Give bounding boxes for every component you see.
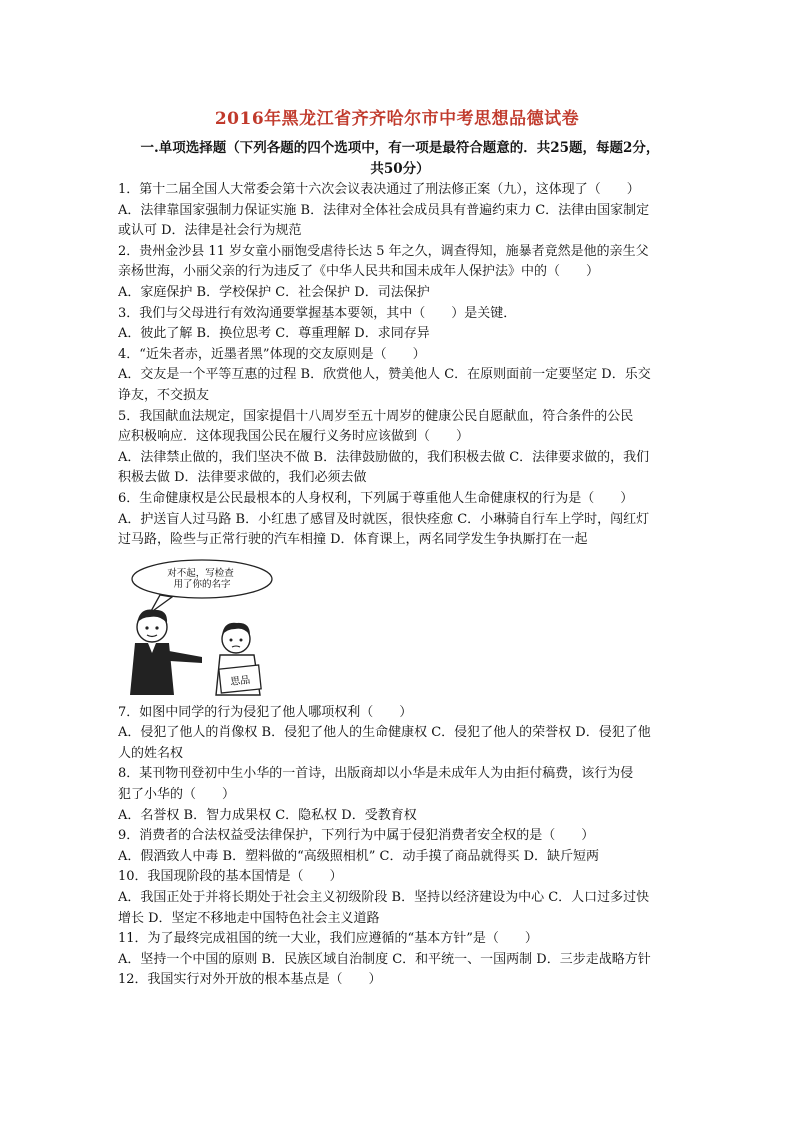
text-line-b-14: 12．我国实行对外开放的根本基点是（ ） (118, 972, 382, 988)
boy-left (130, 609, 202, 694)
text-line-b-11: 增长 D．坚定不移地走中国特色社会主义道路 (118, 910, 380, 926)
text-line-a-5: 亲杨世海，小丽父亲的行为违反了《中华人民共和国未成年人保护法》中的（ ） (118, 264, 600, 280)
text-line-a-9: 4．“近朱者赤，近墨者黑”体现的交友原则是（ ） (118, 346, 426, 362)
text-line-b-12: 11．为了最终完成祖国的统一大业，我们应遵循的“基本方针”是（ ） (118, 931, 538, 947)
text-line-b-7: 9．消费者的合法权益受法律保护，下列行为中属于侵犯消费者安全权的是（ ） (118, 828, 595, 844)
text-line-a-15: 积极去做 D．法律要求做的，我们必须去做 (118, 470, 367, 486)
text-line-a-7: 3．我们与父母进行有效沟通要掌握基本要领，其中（ ）是关键． (118, 305, 517, 321)
text-line-a-18: 过马路，险些与正常行驶的汽车相撞 D．体育课上，两名同学发生争执厮打在一起 (118, 532, 588, 548)
text-line-b-8: A．假酒致人中毒 B．塑料做的“高级照相机” C．动手摸了商品就得买 D．缺斤短两 (118, 848, 600, 864)
text-line-a-8: A．彼此了解 B．换位思考 C．尊重理解 D．求同存异 (118, 326, 430, 342)
text-line-b-6: A．名誉权 B．智力成果权 C．隐私权 D．受教育权 (118, 807, 417, 823)
boy-right (216, 622, 261, 694)
text-line-b-9: 10．我国现阶段的基本国情是（ ） (118, 869, 343, 885)
question-body (118, 180, 678, 991)
section-heading-line-2: 共50分） (370, 161, 430, 177)
speech-text (167, 567, 237, 590)
text-line-b-13: A．坚持一个中国的原则 B．民族区域自治制度 C．和平统一、一国两制 D．三步走战略方针 (118, 951, 651, 967)
text-line-a-11: 诤友，不交损友 (118, 387, 210, 403)
text-line-a-3: 或认可 D．法律是社会行为规范 (118, 223, 302, 239)
text-line-b-4: 8．某刊物刊登初中生小华的一首诗，出版商却以小华是未成年人为由拒付稿费，该行为侵 (118, 766, 634, 782)
text-line-a-12: 5．我国献血法规定，国家提倡十八周岁至五十周岁的健康公民自愿献血，符合条件的公民 (118, 408, 634, 424)
paper-label: 思品 (229, 674, 251, 688)
text-line-a-16: 6．生命健康权是公民最根本的人身权利，下列属于尊重他人生命健康权的行为是（ ） (118, 490, 634, 506)
exam-title: 2016年黑龙江省齐齐哈尔市中考思想品德试卷 (214, 109, 580, 129)
text-line-a-17: A．护送盲人过马路 B．小红患了感冒及时就医，很快痊愈 C．小琳骑自行车上学时，闯红灯 (118, 511, 650, 527)
text-line-a-13: 应积极响应．这体现我国公民在履行义务时应该做到（ ） (118, 429, 470, 445)
questions-1-6 (118, 180, 678, 551)
text-line-b-2: A．侵犯了他人的肖像权 B．侵犯了他人的生命健康权 C．侵犯了他人的荣誉权 D．侵犯了他 (118, 725, 651, 741)
cartoon-illustration (120, 557, 280, 697)
text-line-b-1: 7．如图中同学的行为侵犯了他人哪项权利（ ） (118, 704, 413, 720)
text-line-a-1: 1．第十二届全国人大常委会第十六次会议表决通过了刑法修正案（九），这体现了（ ） (118, 182, 640, 197)
text-line-a-4: 2．贵州金沙县 11 岁女童小丽饱受虐待长达 5 年之久，调查得知，施暴者竟然是他的亲生父 (118, 243, 649, 259)
speech-line-2: 用了你的名字 (173, 578, 231, 590)
questions-7-12 (118, 703, 678, 991)
text-line-b-10: A．我国正处于并将长期处于社会主义初级阶段 B．坚持以经济建设为中心 C．人口过多过快 (118, 890, 650, 906)
text-line-a-10: A．交友是一个平等互惠的过程 B．欣赏他人，赞美他人 C．在原则面前一定要坚定 D．乐交 (118, 367, 651, 383)
text-line-b-3: 人的姓名权 (118, 745, 184, 761)
section-heading-line-1: 一.单项选择题（下列各题的四个选项中，有一项是最符合题意的．共25题，每题2分， (140, 140, 660, 156)
text-line-b-5: 犯了小华的（ ） (118, 787, 236, 803)
text-line-a-2: A．法律靠国家强制力保证实施 B．法律对全体社会成员具有普遍约束力 C．法律由国家制定 (118, 202, 650, 218)
speech-line-1: 对不起，写检查 (167, 567, 234, 579)
text-line-a-14: A．法律禁止做的，我们坚决不做 B．法律鼓励做的，我们积极去做 C．法律要求做的，我们 (118, 449, 650, 465)
text-line-a-6: A．家庭保护 B．学校保护 C．社会保护 D．司法保护 (118, 284, 430, 300)
